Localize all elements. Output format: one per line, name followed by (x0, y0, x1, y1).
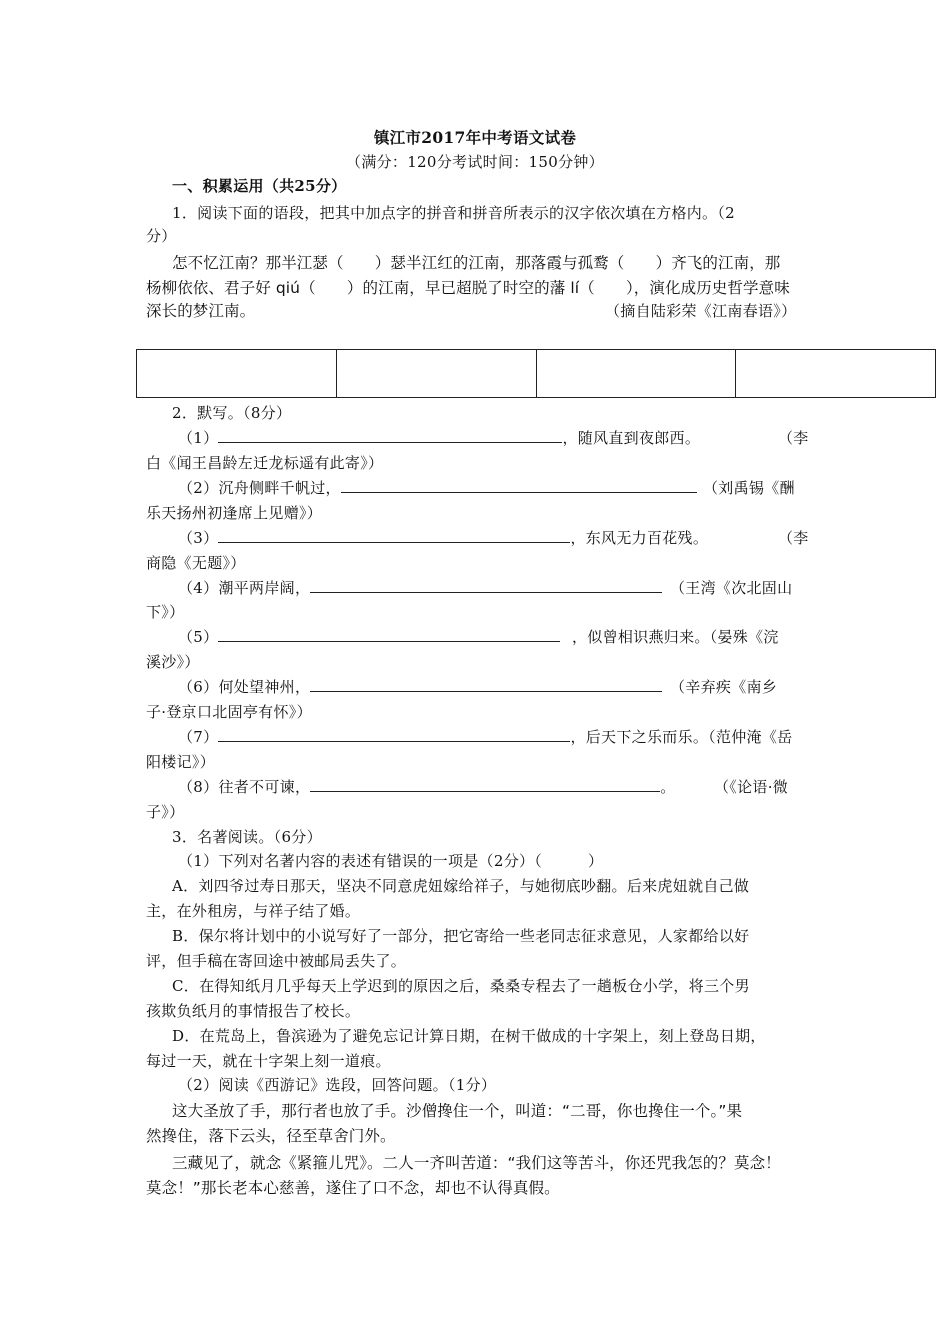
q2-item (178, 526, 708, 550)
q2-item (178, 625, 560, 649)
option-c: C．在得知纸月几乎每天上学迟到的原因之后，桑桑专程去了一趟板仓小学，将三个男 (172, 977, 750, 995)
option-c-cont: 孩欺负纸月的事情报告了校长。 (146, 1002, 361, 1020)
q1-passage: 怎不忆江南？那半江瑟（ ）瑟半江红的江南，那落霞与孤鹜（ ）齐飞的江南，那 (172, 254, 781, 272)
q2-item (178, 576, 662, 600)
section-heading: 一、积累运用（共25分） (172, 177, 347, 195)
item-text: ，东风无力百花残。 (570, 529, 709, 547)
answer-blank[interactable] (341, 477, 697, 493)
q1-source: （摘自陆彩荣《江南春语》） (605, 302, 797, 320)
item-text: ，后天下之乐而乐。（范仲淹《岳 (570, 728, 793, 746)
item-text: （8）往者不可谏， (178, 778, 311, 796)
q2-item-source: 阳楼记》） (146, 753, 216, 771)
q2-item-source: 白《闻王昌龄左迁龙标遥有此寄》） (146, 454, 384, 472)
q3-heading: 3．名著阅读。（6分） (172, 828, 322, 846)
option-a: A．刘四爷过寿日那天，坚决不同意虎妞嫁给祥子，与她彻底吵翻。后来虎妞就自己做 (172, 877, 750, 895)
answer-cell[interactable] (337, 350, 537, 397)
answer-blank[interactable] (218, 626, 560, 642)
q2-item-source: 下》） (146, 603, 185, 621)
option-b: B．保尔将计划中的小说写好了一部分，把它寄给一些老同志征求意见，人家都给以好 (172, 927, 750, 945)
item-number: （1） (178, 429, 219, 447)
option-b-cont: 评，但手稿在寄回途中被邮局丢失了。 (146, 952, 407, 970)
answer-blank[interactable] (310, 776, 660, 792)
q2-item (178, 675, 662, 699)
q2-item-source: （刘禹锡《酬 (703, 479, 795, 497)
item-text: （6）何处望神州， (178, 678, 311, 696)
q2-item (178, 725, 792, 749)
q2-item-source: （李 (778, 429, 809, 447)
item-text: （2）沉舟侧畔千帆过， (178, 479, 341, 497)
q2-item-source: （王湾《次北固山 (670, 579, 793, 597)
q3-sub-question: （2）阅读《西游记》选段，回答问题。（1分） (178, 1076, 497, 1094)
option-d: D．在荒岛上，鲁滨逊为了避免忘记计算日期，在树干做成的十字架上，刻上登岛日期， (172, 1027, 766, 1045)
q2-item-source: （《论语·微 (714, 778, 789, 796)
answer-cell[interactable] (537, 350, 737, 397)
answer-blank[interactable] (310, 577, 662, 593)
item-text: （4）潮平两岸阔， (178, 579, 311, 597)
q1-passage: 深长的梦江南。 (146, 302, 256, 320)
exam-title: 镇江市2017年中考语文试卷 (373, 128, 577, 147)
answer-blank[interactable] (310, 676, 662, 692)
option-a-cont: 主，在外租房，与祥子结了婚。 (146, 902, 361, 920)
q2-item-source: 乐天扬州初逢席上见赠》） (146, 504, 323, 522)
item-number: （3） (178, 529, 219, 547)
item-number: （5） (178, 628, 219, 646)
q2-heading: 2．默写。（8分） (172, 404, 292, 422)
q2-item-source: 子》） (146, 803, 185, 821)
answer-cell[interactable] (137, 350, 337, 397)
q2-item-source: （辛弃疾《南乡 (670, 678, 778, 696)
q1-text: 1．阅读下面的语段，把其中加点字的拼音和拼音所表示的汉字依次填在方格内。（2 (172, 204, 735, 222)
exam-subtitle: （满分：120分考试时间：150分钟） (346, 153, 604, 171)
excerpt-paragraph: 然搀住，落下云头，径至草舍门外。 (146, 1127, 396, 1145)
item-text: ，随风直到夜郎西。 (562, 429, 701, 447)
answer-blank[interactable] (218, 527, 570, 543)
answer-grid (136, 349, 936, 398)
item-text: 。 (660, 778, 676, 796)
q2-item-text: ，似曾相识燕归来。（晏殊《浣 (572, 628, 779, 646)
q2-item-source: （李 (778, 529, 809, 547)
q1-passage: 杨柳依依、君子好 qiú（ ）的江南，早已超脱了时空的藩 lí（ ），演化成历史哲学意味 (146, 279, 790, 297)
q2-item (178, 775, 676, 799)
option-d-cont: 每过一天，就在十字架上刻一道痕。 (146, 1052, 391, 1070)
answer-blank[interactable] (218, 427, 562, 443)
q1-text-cont: 分） (146, 227, 177, 245)
excerpt-paragraph: 这大圣放了手，那行者也放了手。沙僧搀住一个，叫道：“二哥，你也搀住一个。”果 (172, 1102, 743, 1120)
q2-item-source: 商隐《无题》） (146, 554, 246, 572)
q2-item (178, 426, 700, 450)
answer-cell[interactable] (736, 350, 935, 397)
q3-sub-question: （1）下列对名著内容的表述有错误的一项是（2分）（ ） (178, 852, 604, 870)
q2-item-source: 子·登京口北固亭有怀》） (146, 703, 312, 721)
excerpt-paragraph: 三藏见了，就念《紧箍儿咒》。二人一齐叫苦道：“我们这等苦斗，你还咒我怎的？莫念！ (172, 1154, 781, 1172)
q2-item (178, 476, 697, 500)
excerpt-paragraph: 莫念！”那长老本心慈善，遂住了口不念，却也不认得真假。 (146, 1179, 560, 1197)
answer-blank[interactable] (218, 726, 570, 742)
q2-item-source: 溪沙》） (146, 653, 200, 671)
item-number: （7） (178, 728, 219, 746)
